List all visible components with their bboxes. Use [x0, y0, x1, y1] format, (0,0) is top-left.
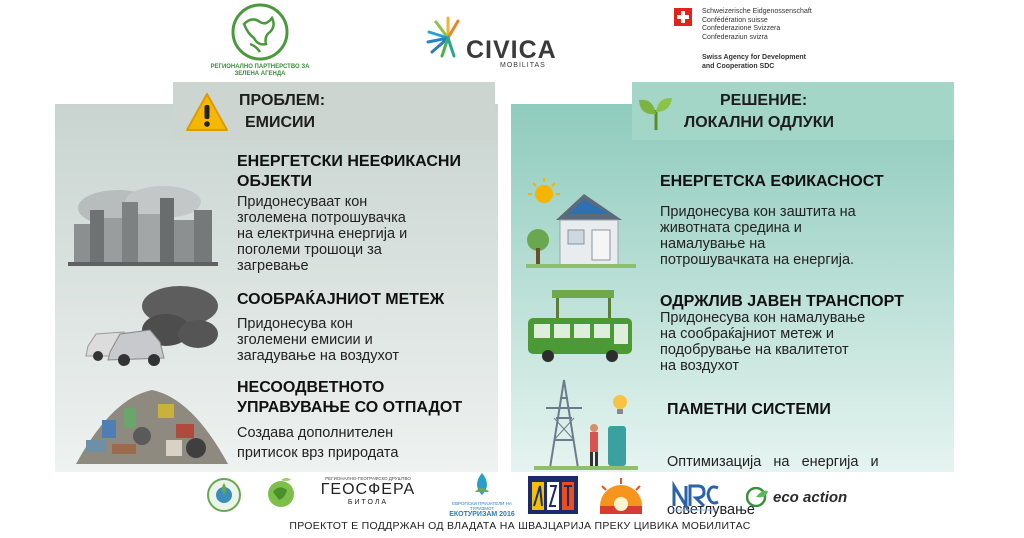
electric-bus-illustration [526, 288, 636, 364]
solution-tab-line2: ЛОКАЛНИ ОДЛУКИ [684, 114, 834, 131]
body-line: осветлување [667, 502, 755, 518]
civica-wordmark: CIVICA [466, 36, 557, 64]
problem-tab-line2: ЕМИСИИ [245, 114, 316, 131]
swiss-agency-line: and Cooperation SDC [702, 62, 775, 70]
body-line: поголеми трошоци за [237, 242, 382, 258]
body-line: на воздухот [660, 358, 740, 374]
sprout-icon [636, 92, 676, 132]
eco-action-label: eco action [773, 488, 848, 506]
body-line: зголемени емисии и [237, 332, 373, 348]
title-line: ПАМЕТНИ СИСТЕМИ [667, 401, 831, 418]
geosfera-logo [318, 476, 418, 506]
body-line: на сообраќајниот метеж и [660, 326, 834, 342]
body-line: Придонесува кон [237, 316, 353, 332]
body-line: Оптимизација на енергија и [667, 454, 879, 470]
solution-tab [632, 82, 954, 140]
eco-action-leaf-icon [746, 487, 770, 507]
title-line: УПРАВУВАЊЕ СО ОТПАДОТ [237, 399, 463, 416]
title-line: ОДРЖЛИВ ЈАВЕН ТРАНСПОРТ [660, 293, 904, 310]
body-line: животната средина и [660, 220, 802, 236]
problem-item-1-title [237, 152, 461, 192]
rpza-globe-icon [230, 2, 290, 64]
partner-2-globe-icon [265, 476, 297, 512]
problem-item-2-title [237, 290, 444, 310]
geosfera-name: ГЕОСФЕРА [320, 481, 416, 498]
geosfera-city: БИТОЛА [347, 499, 389, 506]
swiss-sdc-logo [674, 8, 854, 83]
solution-item-3-title [667, 400, 831, 420]
partner-6-sun-logo-icon [596, 476, 646, 516]
ekoturizam-name: ЕКОТУРИЗАМ 2016 [449, 511, 515, 518]
ekoturizam-top: ЕВРОПСКИ ПРИЈАТЕЛИ НА ТУРИЗМОТ [452, 501, 512, 511]
title-line: СООБРАЌАЈНИОТ МЕТЕЖ [237, 291, 445, 308]
eco-action-logo [746, 487, 847, 507]
factory-smog-illustration [68, 180, 218, 268]
body-line: загадување на воздухот [237, 348, 399, 364]
problem-tab-line1: ПРОБЛЕМ: [239, 92, 326, 109]
ekoturizam-logo [440, 472, 524, 518]
geosfera-top: РЕГИОНАЛНО-ГЕОГРАФСКО ДРУШТВО [325, 476, 411, 481]
body-line: Придонесуваат кон [237, 194, 368, 210]
body-line: Придонесува кон намалување [660, 310, 866, 326]
body-line: Создава дополнителен [237, 425, 394, 441]
title-line: ЕНЕРГЕТСКА ЕФИКАСНОСТ [660, 173, 884, 190]
rpza-logo [210, 2, 310, 82]
swiss-line: Confederazione Svizzera [702, 25, 781, 32]
solution-tab-line1: РЕШЕНИЕ: [720, 92, 808, 109]
body-line: загревање [237, 258, 309, 274]
waste-pile-illustration [72, 378, 232, 466]
project-support-footer: ПРОЕКТОТ Е ПОДДРЖАН ОД ВЛАДАТА НА ШВАЈЦАРИЈА ПРЕКУ ЦИВИКА МОБИЛИТАС [289, 520, 751, 532]
partner-1-logo-icon [206, 477, 242, 513]
title-line: ЕНЕРГЕТСКИ НЕЕФИКАСНИ [237, 153, 461, 170]
body-line: намалување на [660, 236, 766, 252]
body-line: Придонесува кон заштита на [660, 204, 856, 220]
rpza-caption: РЕГИОНАЛНО ПАРТНЕРСТВО ЗА ЗЕЛЕНА АГЕНДА [210, 64, 310, 77]
problem-item-1-body [237, 194, 407, 274]
efficient-house-illustration [526, 178, 636, 270]
warning-icon [185, 92, 229, 134]
civica-subtitle: MOBILITAS [500, 62, 546, 69]
solution-item-1-title [660, 172, 884, 192]
swiss-flag-icon [674, 8, 692, 26]
swiss-federation-names [702, 8, 812, 42]
civica-burst-icon [424, 12, 468, 62]
partner-5-logo-icon [528, 476, 578, 514]
body-line: на електрична енергија и [237, 226, 408, 242]
title-line: НЕСООДВЕТНОТО [237, 379, 385, 396]
body-line: притисок врз природата [237, 445, 399, 461]
swiss-agency-line: Swiss Agency for Development [702, 54, 806, 61]
solution-item-2-body [660, 310, 865, 374]
swiss-line: Confédération suisse [702, 16, 768, 24]
swiss-line: Confederaziun svizra [702, 33, 768, 41]
solution-item-1-body [660, 204, 856, 268]
body-line: зголемена потрошувачка [237, 210, 406, 226]
smart-grid-illustration [534, 378, 638, 470]
problem-item-3-body [237, 425, 398, 461]
problem-item-2-body [237, 316, 399, 364]
problem-item-3-title [237, 378, 462, 418]
swiss-line: Schweizerische Eidgenossenschaft [702, 8, 812, 15]
traffic-smoke-illustration [80, 284, 230, 370]
nrc-logo-icon [668, 476, 720, 514]
solution-item-2-title [660, 292, 904, 312]
body-line: потрошувачката на енергија. [660, 252, 855, 268]
body-line: подобрување на квалитетот [660, 342, 849, 358]
title-line: ОБЈЕКТИ [237, 173, 312, 190]
ekoturizam-drop-icon [467, 472, 497, 496]
swiss-agency-name [702, 54, 806, 71]
civica-logo [424, 12, 557, 72]
